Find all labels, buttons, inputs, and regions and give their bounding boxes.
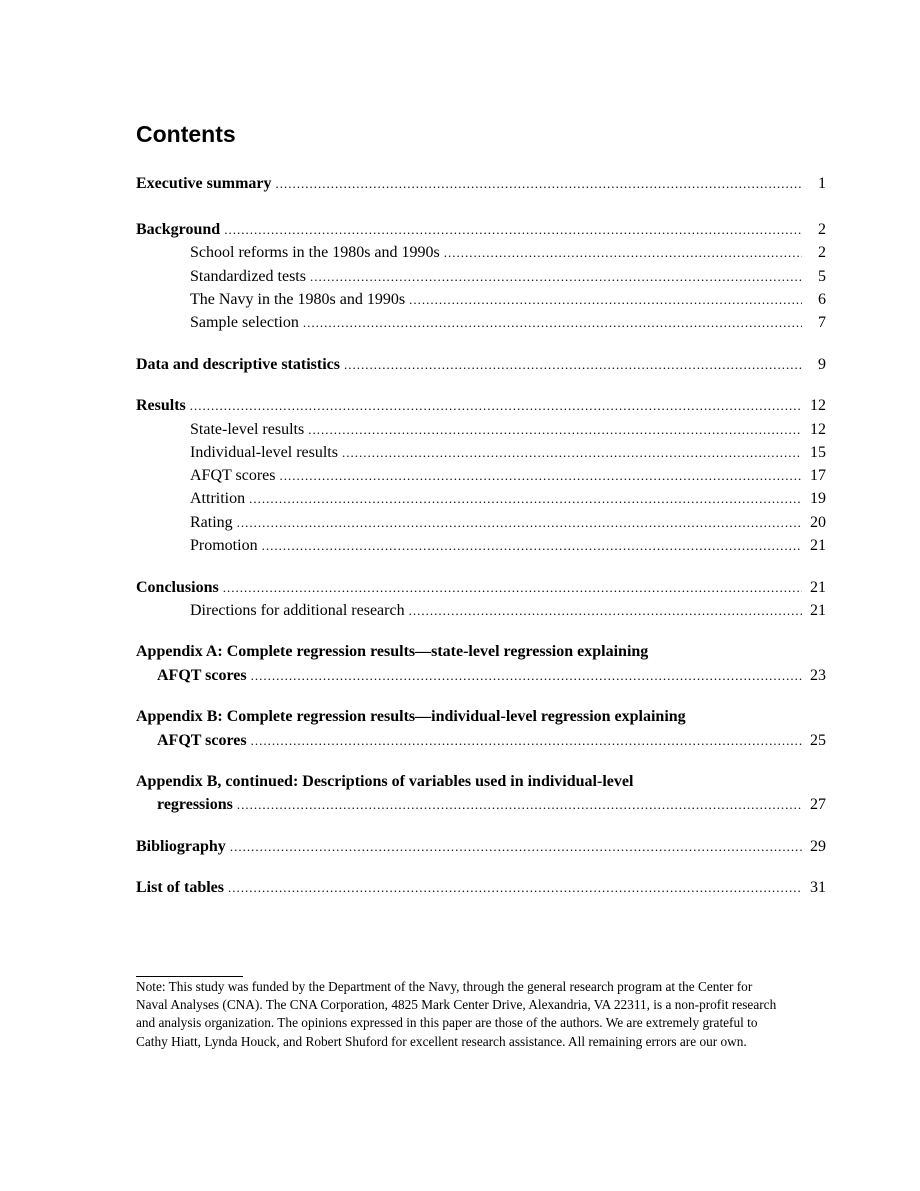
toc-entry-conclusions[interactable] xyxy=(136,577,826,599)
toc-entry-page: 27 xyxy=(810,796,826,813)
toc-entry-sample-selection[interactable] xyxy=(190,312,826,334)
toc-entry-page: 31 xyxy=(810,879,826,896)
dot-leader xyxy=(310,266,802,288)
toc-entry-school-reforms[interactable] xyxy=(190,242,826,264)
toc-entry-results[interactable] xyxy=(136,395,826,417)
dot-leader xyxy=(251,665,802,687)
toc-entry-title: AFQT scores xyxy=(190,467,276,484)
toc-entry-title: State-level results xyxy=(190,421,305,438)
toc-entry-attrition[interactable] xyxy=(190,488,826,510)
toc-entry-appendix-b-cont[interactable] xyxy=(157,794,826,816)
toc-entry-executive-summary[interactable] xyxy=(136,173,826,195)
dot-leader xyxy=(344,354,802,376)
toc-entry-page: 23 xyxy=(810,667,826,684)
toc-entry-appendix-b[interactable] xyxy=(157,730,826,752)
toc-entry-title: Standardized tests xyxy=(190,268,306,285)
dot-leader xyxy=(444,242,802,264)
dot-leader xyxy=(251,730,802,752)
toc-entry-title: Sample selection xyxy=(190,314,299,331)
toc-entry-data-statistics[interactable] xyxy=(136,354,826,376)
toc-entry-page: 2 xyxy=(818,244,826,261)
toc-entry-page: 21 xyxy=(810,602,826,619)
toc-entry-title: Directions for additional research xyxy=(190,602,405,619)
toc-entry-page: 29 xyxy=(810,838,826,855)
toc-entry-title: Executive summary xyxy=(136,175,272,192)
toc-entry-title: School reforms in the 1980s and 1990s xyxy=(190,244,440,261)
toc-entry-page: 20 xyxy=(810,514,826,531)
dot-leader xyxy=(237,512,802,534)
toc-entry-page: 12 xyxy=(810,397,826,414)
dot-leader xyxy=(262,535,802,557)
toc-entry-title: Background xyxy=(136,221,221,238)
dot-leader xyxy=(223,577,802,599)
toc-entry-page: 1 xyxy=(818,175,826,192)
toc-entry-page: 12 xyxy=(810,421,826,438)
toc-entry-title: Conclusions xyxy=(136,579,219,596)
dot-leader xyxy=(308,419,802,441)
toc-entry-bibliography[interactable] xyxy=(136,836,826,858)
dot-leader xyxy=(342,442,802,464)
toc-entry-page: 6 xyxy=(818,291,826,308)
toc-entry-title: AFQT scores xyxy=(157,667,247,684)
toc-entry-title: Rating xyxy=(190,514,233,531)
dot-leader xyxy=(409,600,802,622)
toc-entry-list-of-tables[interactable] xyxy=(136,877,826,899)
toc-entry-page: 9 xyxy=(818,356,826,373)
page-title: Contents xyxy=(136,121,236,147)
toc-entry-title: Data and descriptive statistics xyxy=(136,356,340,373)
toc-entry-page: 19 xyxy=(810,490,826,507)
toc-entry-appendix-a[interactable] xyxy=(157,665,826,687)
toc-entry-page: 7 xyxy=(818,314,826,331)
dot-leader xyxy=(228,877,802,899)
toc-entry-directions[interactable] xyxy=(190,600,826,622)
toc-entry-page: 2 xyxy=(818,221,826,238)
toc-entry-title: The Navy in the 1980s and 1990s xyxy=(190,291,406,308)
toc-entry-title: Attrition xyxy=(190,490,246,507)
footnote: Note: This study was funded by the Department of the Navy, through the general research program at the Center for Naval Analyses (CNA). The CNA Corporation, 4825 Mark Center Drive, Alexandria, VA 22311, is a non-profit research and analysis organization. The opinions expressed in this paper are those of the authors. We are extremely grateful to Cathy Hiatt, Lynda Houck, and Robert Shuford for excellent research assistance. All remaining errors are our own. xyxy=(136,979,777,1049)
toc-entry-page: 17 xyxy=(810,467,826,484)
toc-entry-page: 25 xyxy=(810,732,826,749)
toc-entry-standardized-tests[interactable] xyxy=(190,266,826,288)
toc-entry-individual-results[interactable] xyxy=(190,442,826,464)
toc-entry-state-results[interactable] xyxy=(190,419,826,441)
dot-leader xyxy=(303,312,802,334)
toc-entry-title: Bibliography xyxy=(136,838,226,855)
dot-leader xyxy=(279,465,802,487)
dot-leader xyxy=(237,794,802,816)
toc-entry-title: Individual-level results xyxy=(190,444,338,461)
toc-entry-afqt-scores[interactable] xyxy=(190,465,826,487)
dot-leader xyxy=(249,488,802,510)
toc-entry-page: 15 xyxy=(810,444,826,461)
toc-entry-page: 5 xyxy=(818,268,826,285)
toc-entry-appendix-a-title: Appendix A: Complete regression results—state-level regression explaining xyxy=(136,643,649,660)
toc-entry-title: regressions xyxy=(157,796,233,813)
dot-leader xyxy=(409,289,802,311)
dot-leader xyxy=(230,836,802,858)
toc-entry-title: List of tables xyxy=(136,879,224,896)
toc-entry-rating[interactable] xyxy=(190,512,826,534)
toc-entry-page: 21 xyxy=(810,537,826,554)
toc-entry-appendix-b-title: Appendix B: Complete regression results—individual-level regression explaining xyxy=(136,708,686,725)
toc-entry-title: Results xyxy=(136,397,186,414)
toc-entry-navy[interactable] xyxy=(190,289,826,311)
toc-entry-promotion[interactable] xyxy=(190,535,826,557)
dot-leader xyxy=(276,173,802,195)
toc-entry-appendix-b-cont-title: Appendix B, continued: Descriptions of variables used in individual-level xyxy=(136,773,634,790)
footnote-rule xyxy=(136,976,243,977)
dot-leader xyxy=(190,395,802,417)
toc-entry-background[interactable] xyxy=(136,219,826,241)
dot-leader xyxy=(224,219,802,241)
toc-entry-title: Promotion xyxy=(190,537,258,554)
toc-entry-page: 21 xyxy=(810,579,826,596)
toc-entry-title: AFQT scores xyxy=(157,732,247,749)
